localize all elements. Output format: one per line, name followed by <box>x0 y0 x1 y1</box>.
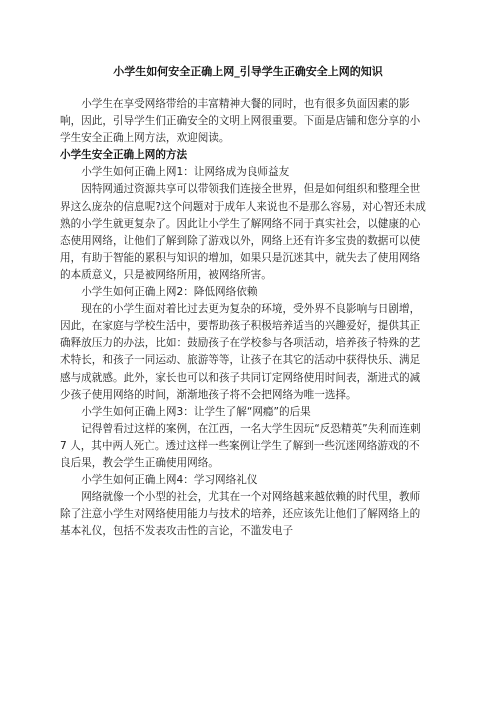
subheading-2: 小学生如何正确上网2：降低网络依赖 <box>81 286 258 299</box>
paragraph-3: 记得曾看过这样的案例，在江西，一名大学生因玩“反恐精英”失利而连刺 7 人，其中两人死亡。透过这样一些案例让学生了解到一些沉迷网络游戏的不良后果，教会学生正确使用网络。 <box>60 422 421 469</box>
paragraph-4: 网络就像一个小型的社会，尤其在一个对网络越来越依赖的时代里，教师除了注意小学生对网络使用能力与技术的培养，还应该先让他们了解网络上的基本礼仪，包括不发表攻击性的言论，不滥发电子 <box>60 491 421 538</box>
paragraph-1: 因特网通过资源共享可以带领我们连接全世界，但是如何组织和整理全世界这么庞杂的信息呢?这个问题对于成年人来说也不是那么容易，对心智还未成熟的小学生就更复杂了。因此让小学生了解网络不同于真实社会，以健康的心态使用网络，让他们了解到除了游戏以外，网络上还有许多宝贵的数据可以使用，有助于智能的累积与知识的增加，如果只是沉迷其中，就失去了使用网络的本质意义，只是被网络所用，被网络所害。 <box>60 183 426 281</box>
section-heading: 小学生安全正确上网的方法 <box>60 149 188 162</box>
subheading-4: 小学生如何正确上网4：学习网络礼仪 <box>81 474 258 487</box>
document-title: 小学生如何安全正确上网_引导学生正确安全上网的知识 <box>113 65 383 78</box>
subheading-1: 小学生如何正确上网1：让网络成为良师益友 <box>81 166 290 179</box>
paragraph-2: 现在的小学生面对着比过去更为复杂的环境，受外界不良影响与日剧增，因此，在家庭与学校生活中，要帮助孩子积极培养适当的兴趣爱好，提供其正确释放压力的办法，比如：鼓励孩子在学校参与各项活动，培养孩子特殊的艺术特长，和孩子一同运动、旅游等等，让孩子在其它的活动中获得快乐、满足感与成就感。此外，家长也可以和孩子共同订定网络使用时间表，渐进式的减少孩子使用网络的时间，渐渐地孩子将不会把网络为唯一选择。 <box>60 303 421 401</box>
intro-paragraph: 小学生在享受网络带给的丰富精神大餐的同时，也有很多负面因素的影响，因此，引导学生们正确安全的文明上网很重要。下面是店铺和您分享的小学生安全正确上网方法，欢迎阅读。 <box>60 98 421 145</box>
subheading-3: 小学生如何正确上网3：让学生了解“网瘾”的后果 <box>81 405 311 418</box>
document-body <box>60 96 428 540</box>
